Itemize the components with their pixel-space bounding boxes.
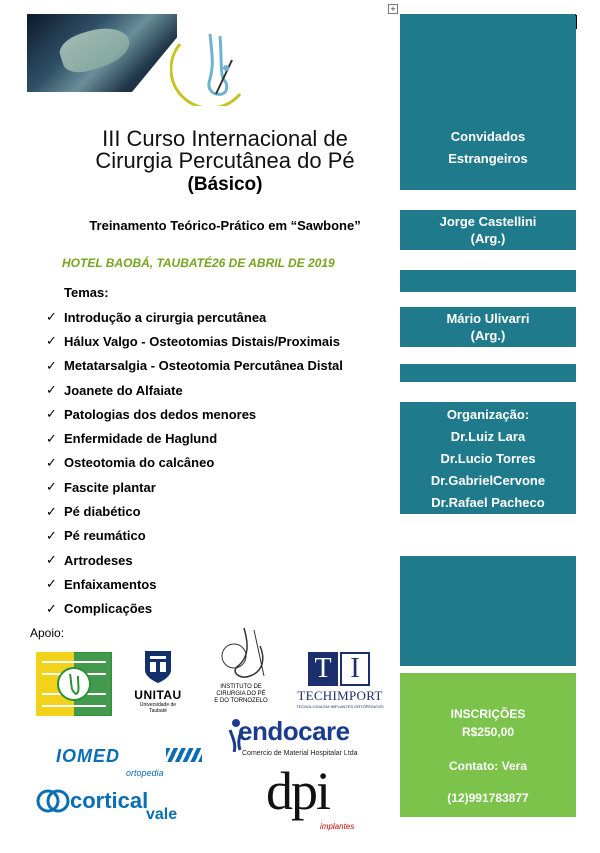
unitau-shield-icon	[144, 650, 172, 684]
topics-label: Temas:	[64, 285, 109, 300]
contact-name: Contato: Vera	[448, 759, 527, 773]
organizer-name: Dr.Luiz Lara	[450, 429, 526, 444]
topic-item: ✓ Artrodeses	[46, 552, 133, 568]
checkmark-icon: ✓	[46, 333, 57, 349]
techimport-subtitle: TECNOLOGIA EM IMPLANTES ORTOPÉDICOS	[296, 704, 384, 709]
checkmark-icon: ✓	[46, 576, 57, 592]
training-text: Treinamento Teórico-Prático em “Sawbone”	[89, 218, 361, 233]
techimport-name: TECHIMPORT	[297, 688, 383, 703]
guest-box-2	[400, 307, 576, 347]
checkmark-icon: ✓	[46, 600, 57, 616]
blank-teal-box	[400, 556, 576, 666]
sponsor-instituto-logo	[196, 626, 286, 710]
course-title	[60, 128, 390, 172]
course-title-line1: III Curso Internacional de	[102, 126, 348, 151]
checkmark-icon: ✓	[46, 552, 57, 568]
dpi-name: dpi	[266, 761, 330, 821]
checkmark-icon: ✓	[46, 382, 57, 398]
dpi-subtitle: implantes	[320, 822, 355, 831]
topic-item: ✓ Pé reumático	[46, 527, 146, 544]
sponsor-iomed-logo	[38, 742, 198, 778]
topic-item: ✓ Metatarsalgia - Osteotomia Percutânea Distal	[46, 357, 343, 374]
checkmark-icon: ✓	[46, 406, 57, 422]
foot-logo	[170, 24, 254, 106]
unitau-subtitle: Universidade de Taubaté	[139, 702, 177, 714]
topic-item: ✓ Fascite plantar	[46, 479, 156, 495]
guest-name: Jorge Castellini	[439, 214, 537, 229]
organizer-name: Dr.Rafael Pacheco	[431, 495, 545, 510]
checkmark-icon: ✓	[46, 430, 57, 446]
sponsor-techimport-logo	[288, 652, 392, 708]
course-subtitle: (Básico)	[187, 174, 263, 195]
checkmark-icon: ✓	[46, 503, 57, 519]
organization-heading: Organização:	[446, 407, 530, 422]
topic-item: ✓ Introdução a cirurgia percutânea	[46, 309, 267, 325]
foot-sketch-icon	[214, 626, 274, 684]
topic-item: ✓ Enfaixamentos	[46, 576, 157, 592]
organizer-name: Dr.Lucio Torres	[440, 451, 536, 466]
registration-box	[400, 673, 576, 817]
spacer-box	[400, 270, 576, 292]
topic-item: ✓ Complicações	[46, 600, 153, 617]
cortical-rings-icon	[36, 788, 70, 814]
spacer-box	[400, 364, 576, 382]
sponsors-label: Apoio:	[30, 626, 65, 640]
unitau-name: UNITAU	[134, 688, 182, 702]
iomed-subtitle: ortopedia	[126, 768, 164, 778]
topic-item: ✓ Osteotomia do calcâneo	[46, 454, 215, 471]
organization-box	[400, 402, 576, 514]
course-title-line2: Cirurgia Percutânea do Pé	[95, 148, 355, 173]
sponsor-endocare-logo	[228, 714, 368, 764]
topic-item: ✓ Pé diabético	[46, 503, 141, 520]
guests-heading-line2: Estrangeiros	[448, 151, 528, 166]
iomed-stripes-icon	[166, 748, 202, 762]
checkmark-icon: ✓	[46, 479, 57, 495]
contact-phone: (12)991783877	[447, 791, 529, 805]
guests-heading-line1: Convidados	[450, 129, 526, 144]
guest-name: Mário Ulivarri	[446, 311, 530, 326]
topic-item: ✓ Hálux Valgo - Osteotomias Distais/Proximais	[46, 333, 340, 349]
topic-item: ✓ Joanete do Alfaiate	[46, 382, 183, 398]
cortical-name: cortical	[70, 788, 149, 813]
organizer-name: Dr.GabrielCervone	[430, 473, 546, 488]
checkmark-icon: ✓	[46, 454, 57, 470]
registration-price: R$250,00	[461, 725, 515, 739]
instituto-text: INSTITUTO DE CIRURGIA DO PÉ E DO TORNOZELO	[214, 684, 268, 704]
sponsor-dpi-logo	[262, 761, 355, 834]
checkmark-icon: ✓	[46, 309, 57, 325]
registration-label: INSCRIÇÕES	[450, 707, 526, 721]
endocare-name: endocare	[238, 716, 350, 746]
checkmark-icon: ✓	[46, 527, 57, 543]
venue-date: HOTEL BAOBÁ, TAUBATÉ26 DE ABRIL DE 2019	[62, 256, 335, 270]
guest-country: (Arg.)	[470, 328, 506, 343]
cortical-subtitle: vale	[146, 806, 178, 823]
guest-country: (Arg.)	[470, 231, 506, 246]
topic-item: ✓ Enfermidade de Haglund	[46, 430, 218, 447]
sponsor-cortical-logo	[36, 782, 176, 828]
topics-list	[46, 305, 343, 621]
guests-heading-box	[400, 16, 576, 190]
guest-box-1	[400, 210, 576, 250]
expand-handle-icon[interactable]: +	[388, 4, 398, 14]
sponsor-unitau-logo	[132, 650, 184, 712]
iomed-name: IOMED	[56, 746, 121, 766]
endocare-subtitle: Comercio de Material Hospitalar Ltda	[242, 750, 358, 757]
topic-item: ✓ Patologias dos dedos menores	[46, 406, 257, 422]
checkmark-icon: ✓	[46, 357, 57, 373]
sponsor-society-logo	[36, 652, 112, 716]
techimport-mark: T I	[308, 652, 370, 686]
